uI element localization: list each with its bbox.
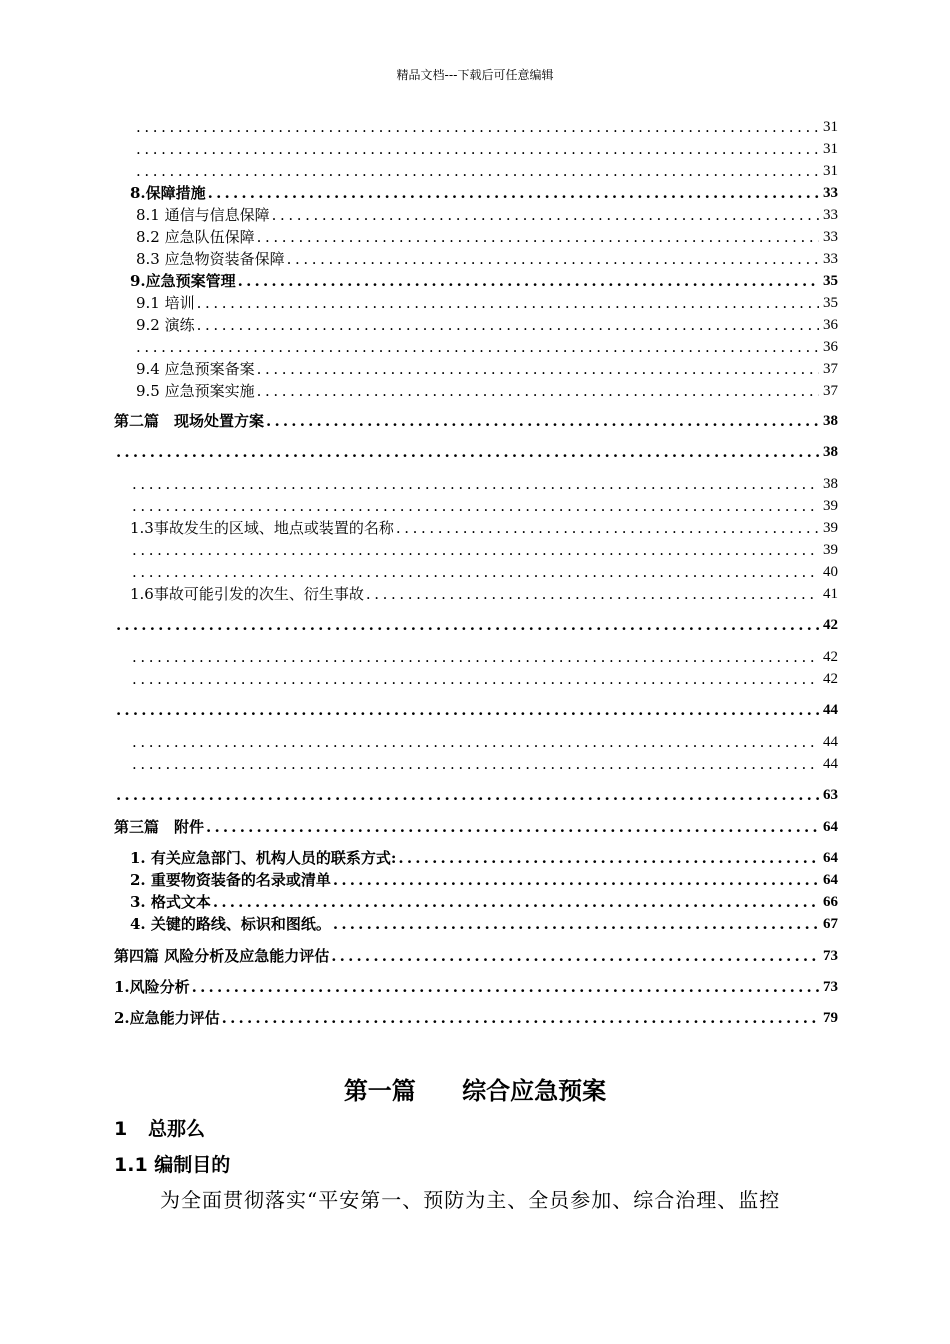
toc-entry-label: 1.6事故可能引发的次生、衍生事故 (130, 585, 364, 603)
toc-leader-dots (213, 893, 819, 911)
toc-page-number: 42 (823, 617, 838, 633)
toc-entry-label: 1.3事故发生的区域、地点或装置的名称 (130, 519, 394, 537)
toc-page-number: 37 (823, 383, 838, 399)
toc-entry[interactable] (136, 360, 838, 378)
toc-page-number: 40 (823, 564, 838, 580)
toc-page-number: 73 (823, 979, 838, 995)
toc-leader-dots (132, 648, 819, 666)
toc-page-number: 42 (823, 671, 838, 687)
toc-leader-dots (206, 818, 819, 836)
toc-page-number: 33 (823, 207, 838, 223)
toc-page-number: 42 (823, 649, 838, 665)
toc-page-number: 35 (823, 273, 838, 289)
toc-page-number: 44 (823, 702, 838, 718)
toc-page-number: 39 (823, 520, 838, 536)
toc-page-number: 35 (823, 295, 838, 311)
toc-entry[interactable] (130, 475, 838, 493)
toc-leader-dots (366, 585, 819, 603)
toc-page-number: 67 (823, 916, 838, 932)
toc-entry-label: 第二篇 现场处置方案 (114, 412, 265, 430)
toc-leader-dots (132, 670, 819, 688)
toc-entry-label: 1. 有关应急部门、机构人员的联系方式: (130, 849, 397, 867)
toc-leader-dots (197, 294, 819, 312)
toc-entry[interactable] (130, 849, 838, 867)
toc-page-number: 38 (823, 413, 838, 429)
toc-entry[interactable] (114, 701, 838, 719)
toc-page-number: 33 (823, 229, 838, 245)
toc-entry[interactable] (130, 563, 838, 581)
toc-entry-label: 9.5 应急预案实施 (136, 382, 255, 400)
toc-leader-dots (116, 701, 819, 719)
toc-page-number: 38 (823, 444, 838, 460)
toc-page-number: 33 (823, 185, 838, 201)
toc-page-number: 73 (823, 948, 838, 964)
toc-page-number: 38 (823, 476, 838, 492)
toc-leader-dots (333, 915, 819, 933)
toc-page-number: 44 (823, 734, 838, 750)
toc-page-number: 64 (823, 819, 838, 835)
toc-leader-dots (192, 978, 819, 996)
toc-entry-label: 第三篇 附件 (114, 818, 205, 836)
toc-entry[interactable] (136, 382, 838, 400)
toc-page-number: 66 (823, 894, 838, 910)
toc-page-number: 33 (823, 251, 838, 267)
toc-leader-dots (238, 272, 819, 290)
toc-leader-dots (116, 616, 819, 634)
toc-page-number: 39 (823, 498, 838, 514)
toc-leader-dots (132, 755, 819, 773)
toc-leader-dots (132, 475, 819, 493)
toc-page-number: 37 (823, 361, 838, 377)
section-number: 1 (114, 1118, 128, 1140)
toc-entry[interactable] (114, 786, 838, 804)
toc-leader-dots (257, 228, 819, 246)
toc-leader-dots (132, 497, 819, 515)
toc-entry[interactable] (130, 648, 838, 666)
toc-entry-label: 2. 重要物资装备的名录或清单 (130, 871, 331, 889)
toc-leader-dots (257, 382, 819, 400)
toc-leader-dots (197, 316, 819, 334)
toc-entry[interactable] (114, 818, 838, 836)
toc-entry[interactable] (114, 412, 838, 430)
toc-leader-dots (333, 871, 819, 889)
toc-leader-dots (266, 412, 819, 430)
toc-leader-dots (132, 541, 819, 559)
toc-entry[interactable] (134, 338, 838, 356)
toc-entry-label: 4. 关键的路线、标识和图纸。 (130, 915, 331, 933)
toc-leader-dots (287, 250, 819, 268)
toc-entry-label: 8.3 应急物资装备保障 (136, 250, 285, 268)
toc-leader-dots (132, 563, 819, 581)
toc-entry-label: 9.2 演练 (136, 316, 195, 334)
toc-leader-dots (116, 786, 819, 804)
toc-entry[interactable] (114, 978, 838, 996)
part-title: 第一篇 综合应急预案 (343, 1077, 607, 1105)
toc-entry-label: 8.1 通信与信息保障 (136, 206, 270, 224)
toc-entry-label: 9.1 培训 (136, 294, 195, 312)
toc-entry-label: 8.2 应急队伍保障 (136, 228, 255, 246)
toc-entry-label: 9.应急预案管理 (130, 272, 236, 290)
toc-entry[interactable] (134, 140, 838, 158)
toc-entry-label: 第四篇 风险分析及应急能力评估 (114, 947, 330, 965)
subsection-heading: 1.1 编制目的 (114, 1154, 231, 1176)
toc-page-number: 36 (823, 339, 838, 355)
toc-page-number: 31 (823, 141, 838, 157)
toc-entry[interactable] (134, 162, 838, 180)
toc-entry[interactable] (130, 755, 838, 773)
toc-entry-label: 8.保障措施 (130, 184, 206, 202)
toc-entry[interactable] (130, 915, 838, 933)
toc-leader-dots (396, 519, 819, 537)
toc-entry[interactable] (130, 519, 838, 537)
toc-entry[interactable] (136, 316, 838, 334)
toc-page-number: 36 (823, 317, 838, 333)
page-header: 精品文档---下载后可任意编辑 (396, 68, 554, 82)
toc-page-number: 44 (823, 756, 838, 772)
toc-leader-dots (136, 118, 819, 136)
toc-entry[interactable] (130, 497, 838, 515)
toc-leader-dots (331, 947, 819, 965)
toc-entry[interactable] (114, 616, 838, 634)
toc-entry-label: 2.应急能力评估 (114, 1009, 220, 1027)
toc-entry[interactable] (136, 250, 838, 268)
toc-leader-dots (132, 733, 819, 751)
toc-entry-label: 9.4 应急预案备案 (136, 360, 255, 378)
toc-entry[interactable] (114, 947, 838, 965)
toc-leader-dots (398, 849, 819, 867)
toc-entry[interactable] (114, 1009, 838, 1027)
toc-entry[interactable] (134, 118, 838, 136)
section-heading (114, 1114, 205, 1141)
toc-entry[interactable] (136, 294, 838, 312)
toc-entry[interactable] (136, 228, 838, 246)
toc-page-number: 79 (823, 1010, 838, 1026)
toc-leader-dots (136, 338, 819, 356)
body-paragraph: 为全面贯彻落实“平安第一、预防为主、全员参加、综合治理、监控 (160, 1188, 781, 1212)
toc-entry-label: 3. 格式文本 (130, 893, 211, 911)
toc-entry[interactable] (130, 733, 838, 751)
toc-page-number: 64 (823, 850, 838, 866)
toc-entry-label: 1.风险分析 (114, 978, 190, 996)
toc-page-number: 31 (823, 163, 838, 179)
toc-page-number: 39 (823, 542, 838, 558)
toc-leader-dots (208, 184, 819, 202)
toc-entry[interactable] (130, 272, 838, 290)
toc-page-number: 31 (823, 119, 838, 135)
toc-entry[interactable] (130, 541, 838, 559)
toc-entry[interactable] (130, 670, 838, 688)
section-title: 总那么 (148, 1118, 206, 1140)
toc-entry[interactable] (136, 206, 838, 224)
toc-entry[interactable] (130, 184, 838, 202)
toc-leader-dots (136, 140, 819, 158)
toc-leader-dots (222, 1009, 819, 1027)
toc-leader-dots (136, 162, 819, 180)
toc-page-number: 63 (823, 787, 838, 803)
toc-page-number: 41 (823, 586, 838, 602)
toc-leader-dots (272, 206, 819, 224)
toc-entry[interactable] (130, 871, 838, 889)
toc-entry[interactable] (130, 585, 838, 603)
toc-entry[interactable] (114, 443, 838, 461)
toc-leader-dots (257, 360, 819, 378)
toc-entry[interactable] (130, 893, 838, 911)
toc-leader-dots (116, 443, 819, 461)
toc-page-number: 64 (823, 872, 838, 888)
